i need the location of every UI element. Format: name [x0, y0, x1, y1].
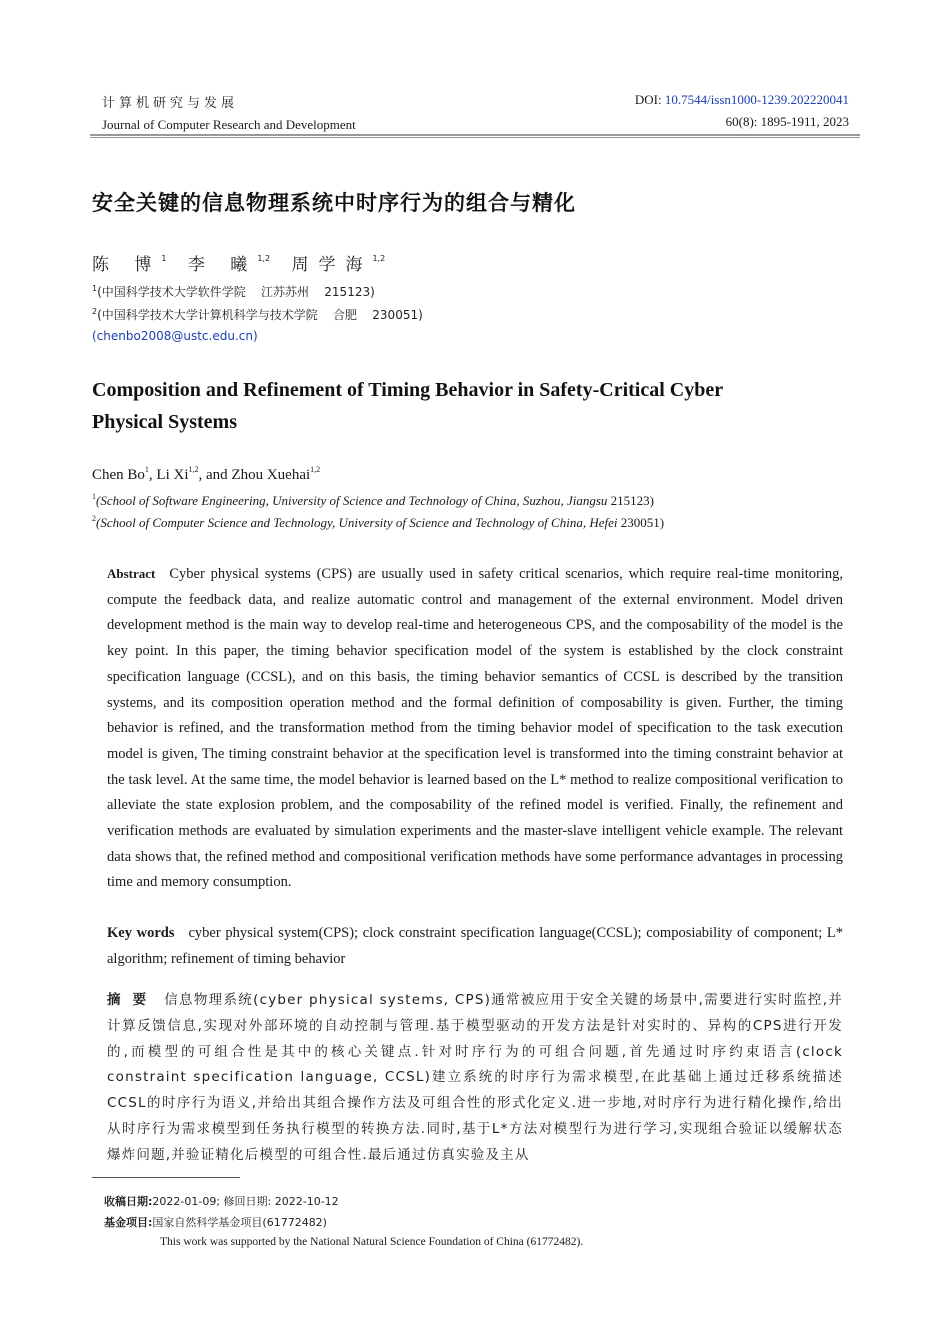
affiliation-mark: 2 [92, 307, 98, 316]
author-name: Chen Bo [92, 467, 145, 483]
author-affiliation-mark: 1,2 [310, 465, 321, 474]
received-label: 收稿日期: [104, 1195, 153, 1208]
author-affiliation-mark: 1 [144, 465, 149, 474]
paper-title-cn: 安全关键的信息物理系统中时序行为的组合与精化 [92, 191, 576, 215]
keywords-text: cyber physical system(CPS); clock constraint specification language(CCSL); composiability of component; L* algorithm; refinement of timing behavior [107, 925, 843, 967]
journal-name-en: Journal of Computer Research and Development [102, 117, 356, 132]
affiliation-mark: 1 [92, 492, 96, 501]
doi-link[interactable]: 10.7544/issn1000-1239.202220041 [664, 92, 849, 107]
postal-code: 230051) [617, 515, 665, 530]
affiliation-cn [92, 283, 375, 300]
received-text: 2022-01-09; 修回日期: 2022-10-12 [152, 1195, 339, 1208]
abstract-label: Abstract [107, 566, 156, 581]
postal-code: 215123) [607, 493, 654, 508]
keywords-en [107, 921, 843, 972]
abstract-cn-label: 摘要 [107, 992, 159, 1008]
affiliation-text: (School of Computer Science and Technology, University of Science and Technology of China, Hefei [96, 515, 618, 530]
header-divider [90, 134, 860, 138]
abstract-cn [107, 988, 843, 1169]
keywords-label: Key words [107, 925, 175, 941]
author-name: , Li Xi [148, 467, 189, 483]
author-affiliation-mark: 1,2 [372, 254, 386, 263]
author-affiliation-mark: 1,2 [257, 254, 271, 263]
author-list-cn [92, 250, 401, 275]
author-name: 周学海 [291, 255, 373, 275]
footnote-divider [92, 1177, 240, 1178]
journal-header [102, 92, 356, 133]
author-affiliation-mark: 1 [161, 254, 167, 263]
journal-name-cn: 计算机研究与发展 [102, 96, 239, 111]
affiliation-text: (中国科学技术大学计算机科学与技术学院 合肥 230051) [97, 308, 423, 322]
affiliation-text: (中国科学技术大学软件学院 江苏苏州 215123) [97, 285, 375, 299]
author-name: 李 曦 [187, 255, 258, 275]
fund-info [104, 1214, 327, 1230]
doi-block [635, 92, 849, 130]
author-list-en [92, 465, 320, 484]
affiliation-mark: 1 [92, 284, 98, 293]
affiliation-text: (School of Software Engineering, University of Science and Technology of China, Suzhou, Jiangsu [96, 493, 608, 508]
author-name: , and Zhou Xuehai [198, 467, 311, 483]
author-email[interactable]: (chenbo2008@ustc.edu.cn) [92, 329, 258, 343]
affiliation-en [92, 514, 664, 531]
abstract-text: Cyber physical systems (CPS) are usually used in safety critical scenarios, which require real-time monitoring, compute the feedback data, and realize automatic control and management of the external environment. Model driven development method is the main way to develop real-time and heterogeneous CPS, and the composability of the model is the key point. In this paper, the timing behavior specification model of the system is established by the clock constraint specification language (CCSL), and on this basis, the timing behavior semantics of CCSL is described by the transition systems, and its composition operation method and the formal definition of composability is given. Further, the timing behavior is refined, and the transformation method from the timing behavior model of specification to the task execution model is given, The timing constraint behavior at the specification level is transformed into the timing constraint behavior at the task level. At the same time, the model behavior is learned based on the L* method to realize compositional verification to alleviate the state explosion problem, and the composability of the refined model is verified. Finally, the refinement and verification methods are evaluated by simulation experiments and the master-slave intelligent vehicle example. The relevant data shows that, the refined method and compositional verification methods have some performance advantages in processing time and memory consumption. [107, 566, 843, 891]
affiliation-mark: 2 [92, 514, 96, 523]
paper-title-en: Composition and Refinement of Timing Behavior in Safety-Critical Cyber Physical Systems [92, 379, 723, 433]
received-date [104, 1193, 339, 1209]
affiliation-en [92, 492, 654, 509]
author-affiliation-mark: 1,2 [188, 465, 199, 474]
fund-label: 基金项目: [104, 1216, 153, 1229]
author-name: 陈 博 [92, 255, 162, 275]
doi-label: DOI: [634, 92, 665, 107]
abstract-en [107, 561, 843, 896]
issue-info: 60(8): 1895-1911, 2023 [725, 114, 849, 129]
fund-text: 国家自然科学基金项目(61772482) [152, 1216, 327, 1229]
affiliation-cn [92, 306, 423, 323]
abstract-cn-text: 信息物理系统(cyber physical systems, CPS)通常被应用于安全关键的场景中,需要进行实时监控,并计算反馈信息,实现对外部环境的自动控制与管理.基于模型驱动的开发方法是针对实时的、异构的CPS进行开发的,而模型的可组合性是其中的核心关键点.针对时序行为的可组合问题,首先通过时序约束语言(clock constraint specification language, CCSL)建立系统的时序行为需求模型,在此基础上通过迁移系统描述CCSL的时序行为语义,并给出其组合操作方法及可组合性的形式化定义.进一步地,对时序行为进行精化操作,给出从时序行为需求模型到任务执行模型的转换方法.同时,基于L*方法对模型行为进行学习,实现组合验证以缓解状态爆炸问题,并验证精化后模型的可组合性.最后通过仿真实验及主从 [107, 992, 844, 1163]
fund-info-en: This work was supported by the National Natural Science Foundation of China (61772482). [160, 1236, 584, 1248]
